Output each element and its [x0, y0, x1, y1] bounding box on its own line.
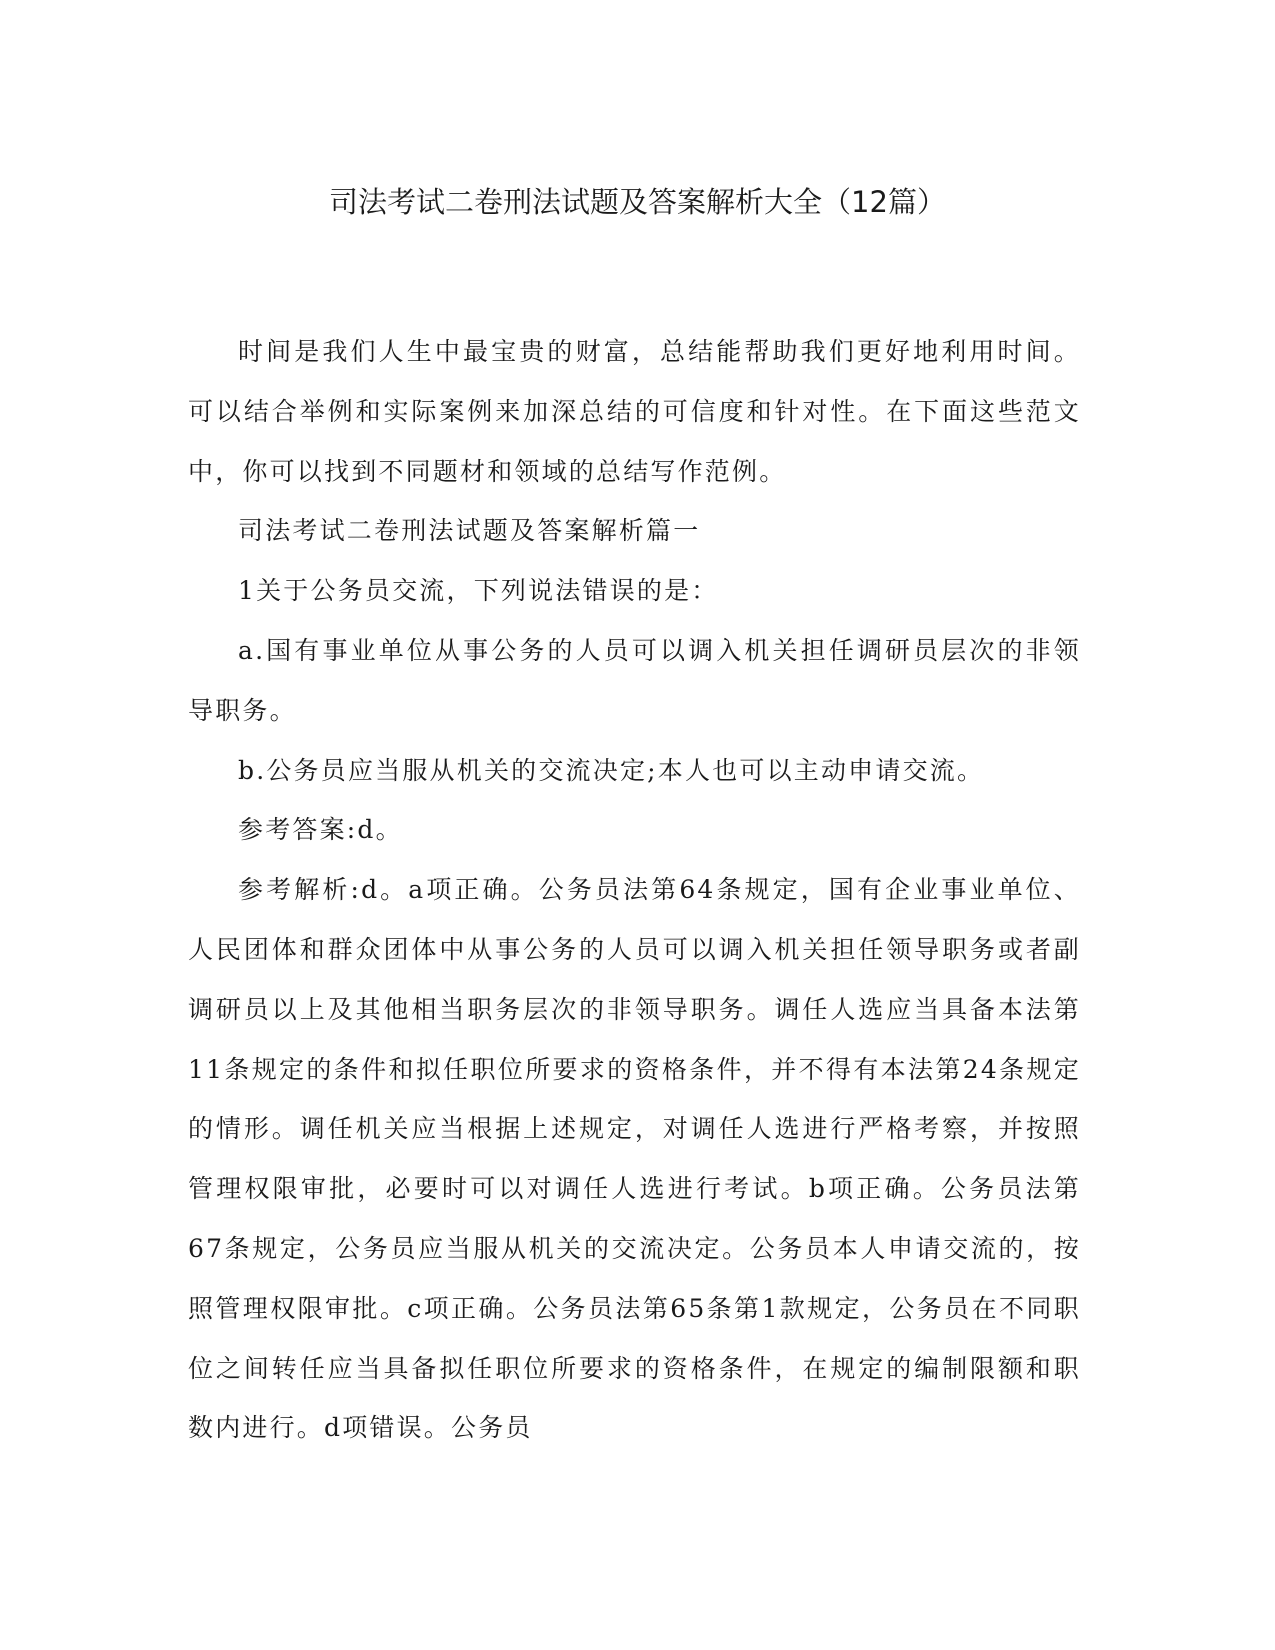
option-b: b.公务员应当服从机关的交流决定;本人也可以主动申请交流。	[238, 755, 985, 785]
section-heading: 司法考试二卷刑法试题及答案解析篇一	[238, 516, 701, 546]
option-a: a.国有事业单位从事公务的人员可以调入机关担任调研员层次的非领导职务。	[188, 635, 1081, 725]
intro-paragraph: 时间是我们人生中最宝贵的财富，总结能帮助我们更好地利用时间。可以结合举例和实际案例来加深总结的可信度和针对性。在下面这些范文中，你可以找到不同题材和领域的总结写作范例。	[188, 337, 1081, 486]
reference-answer: 参考答案:d。	[238, 815, 403, 845]
question-stem: 1关于公务员交流，下列说法错误的是：	[238, 576, 719, 606]
document-body	[188, 322, 1081, 1458]
reference-explanation: 参考解析:d。a项正确。公务员法第64条规定，国有企业事业单位、人民团体和群众团体中从事公务的人员可以调入机关担任领导职务或者副调研员以上及其他相当职务层次的非领导职务。调任人选应当具备本法第11条规定的条件和拟任职位所要求的资格条件，并不得有本法第24条规定的情形。调任机关应当根据上述规定，对调任人选进行严格考察，并按照管理权限审批，必要时可以对调任人选进行考试。b项正确。公务员法第67条规定，公务员应当服从机关的交流决定。公务员本人申请交流的，按照管理权限审批。c项正确。公务员法第65条第1款规定，公务员在不同职位之间转任应当具备拟任职位所要求的资格条件，在规定的编制限额和职数内进行。d项错误。公务员	[188, 875, 1081, 1443]
document-title: 司法考试二卷刑法试题及答案解析大全（12篇）	[329, 185, 946, 219]
